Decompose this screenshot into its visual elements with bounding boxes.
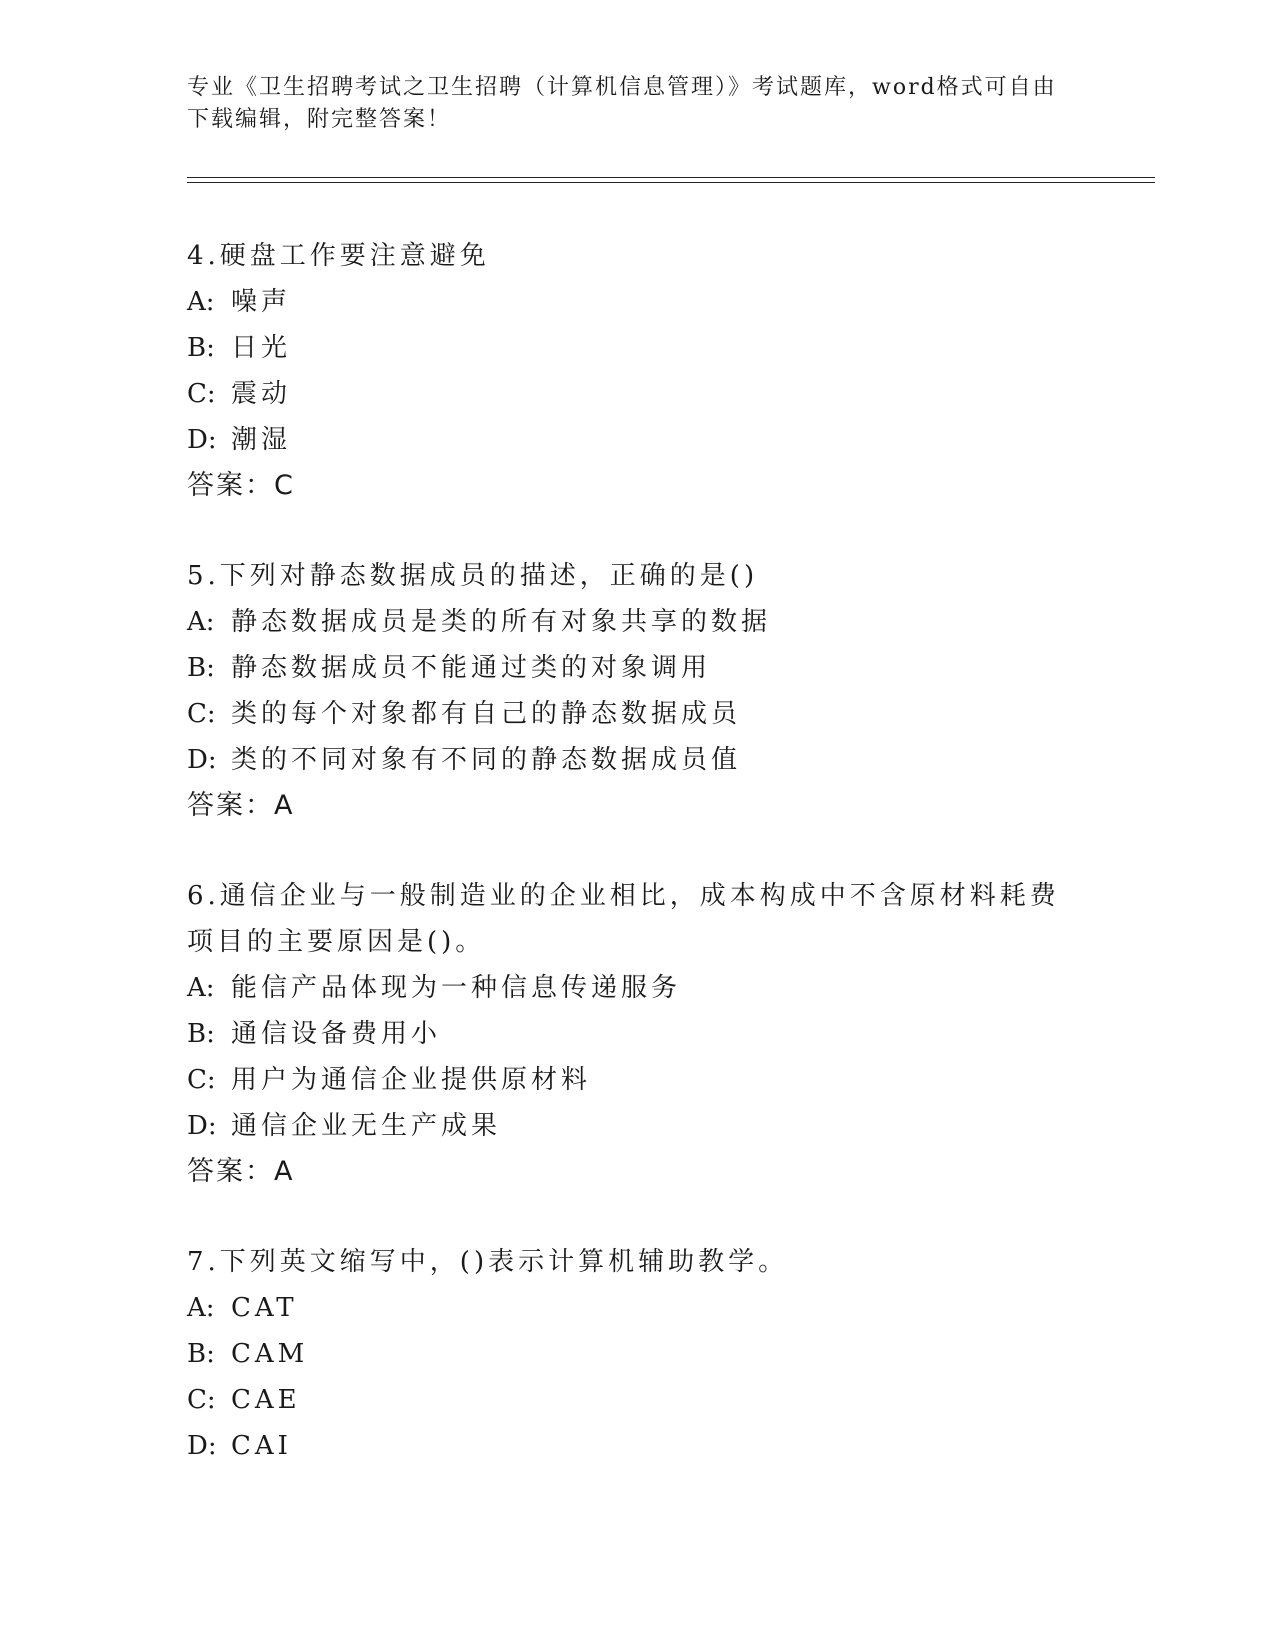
option-letter: D: — [187, 745, 217, 775]
option-d — [187, 1423, 1087, 1469]
option-letter: D: — [187, 1431, 217, 1461]
question-text: 5.下列对静态数据成员的描述，正确的是() — [187, 561, 759, 591]
option-b — [187, 1011, 1087, 1057]
question-text: 7.下列英文缩写中，()表示计算机辅助教学。 — [187, 1247, 789, 1277]
option-a — [187, 1285, 1087, 1331]
option-text: 通信企业无生产成果 — [231, 1111, 502, 1141]
option-text: 日光 — [231, 333, 292, 363]
question-5 — [187, 553, 1087, 829]
question-7 — [187, 1239, 1087, 1469]
option-c — [187, 371, 1087, 417]
option-letter: C: — [187, 699, 216, 729]
option-text: CAE — [231, 1385, 301, 1415]
option-d — [187, 417, 1087, 463]
option-b — [187, 1331, 1087, 1377]
option-c — [187, 1377, 1087, 1423]
option-text: 用户为通信企业提供原材料 — [231, 1065, 592, 1095]
question-4 — [187, 233, 1087, 509]
option-b — [187, 325, 1087, 371]
option-letter: C: — [187, 379, 216, 409]
option-letter: D: — [187, 1111, 217, 1141]
option-d — [187, 737, 1087, 783]
option-letter: A: — [187, 287, 215, 317]
option-letter: A: — [187, 607, 215, 637]
answer: 答案：A — [187, 1156, 295, 1187]
option-text: 震动 — [231, 379, 292, 409]
option-a — [187, 599, 1087, 645]
option-letter: C: — [187, 1065, 216, 1095]
option-c — [187, 1057, 1087, 1103]
option-a — [187, 965, 1087, 1011]
option-letter: D: — [187, 425, 217, 455]
header-divider-bottom — [187, 182, 1155, 183]
option-c — [187, 691, 1087, 737]
option-letter: B: — [187, 1339, 215, 1369]
option-text: CAM — [231, 1339, 309, 1369]
option-text: 噪声 — [231, 287, 292, 317]
option-text: 类的不同对象有不同的静态数据成员值 — [231, 745, 742, 775]
option-letter: B: — [187, 653, 215, 683]
option-d — [187, 1103, 1087, 1149]
option-a — [187, 279, 1087, 325]
option-letter: B: — [187, 1019, 215, 1049]
option-text: 潮湿 — [231, 425, 292, 455]
option-b — [187, 645, 1087, 691]
option-letter: C: — [187, 1385, 216, 1415]
option-text: 通信设备费用小 — [231, 1019, 442, 1049]
option-text: 类的每个对象都有自己的静态数据成员 — [231, 699, 742, 729]
option-text: 静态数据成员是类的所有对象共享的数据 — [231, 607, 772, 637]
answer: 答案：C — [187, 470, 295, 501]
option-text: 能信产品体现为一种信息传递服务 — [231, 973, 682, 1003]
option-letter: A: — [187, 973, 215, 1003]
header-divider-top — [187, 177, 1155, 178]
option-text: CAT — [231, 1293, 298, 1323]
option-letter: A: — [187, 1293, 215, 1323]
option-letter: B: — [187, 333, 215, 363]
question-text: 6.通信企业与一般制造业的企业相比，成本构成中不含原材料耗费项目的主要原因是()。 — [187, 881, 1060, 957]
document-header: 专业《卫生招聘考试之卫生招聘（计算机信息管理）》考试题库，word格式可自由下载编辑，附完整答案！ — [187, 75, 1057, 132]
option-text: CAI — [231, 1431, 292, 1461]
question-text: 4.硬盘工作要注意避免 — [187, 241, 490, 271]
option-text: 静态数据成员不能通过类的对象调用 — [231, 653, 712, 683]
question-6 — [187, 873, 1087, 1195]
answer: 答案：A — [187, 790, 295, 821]
